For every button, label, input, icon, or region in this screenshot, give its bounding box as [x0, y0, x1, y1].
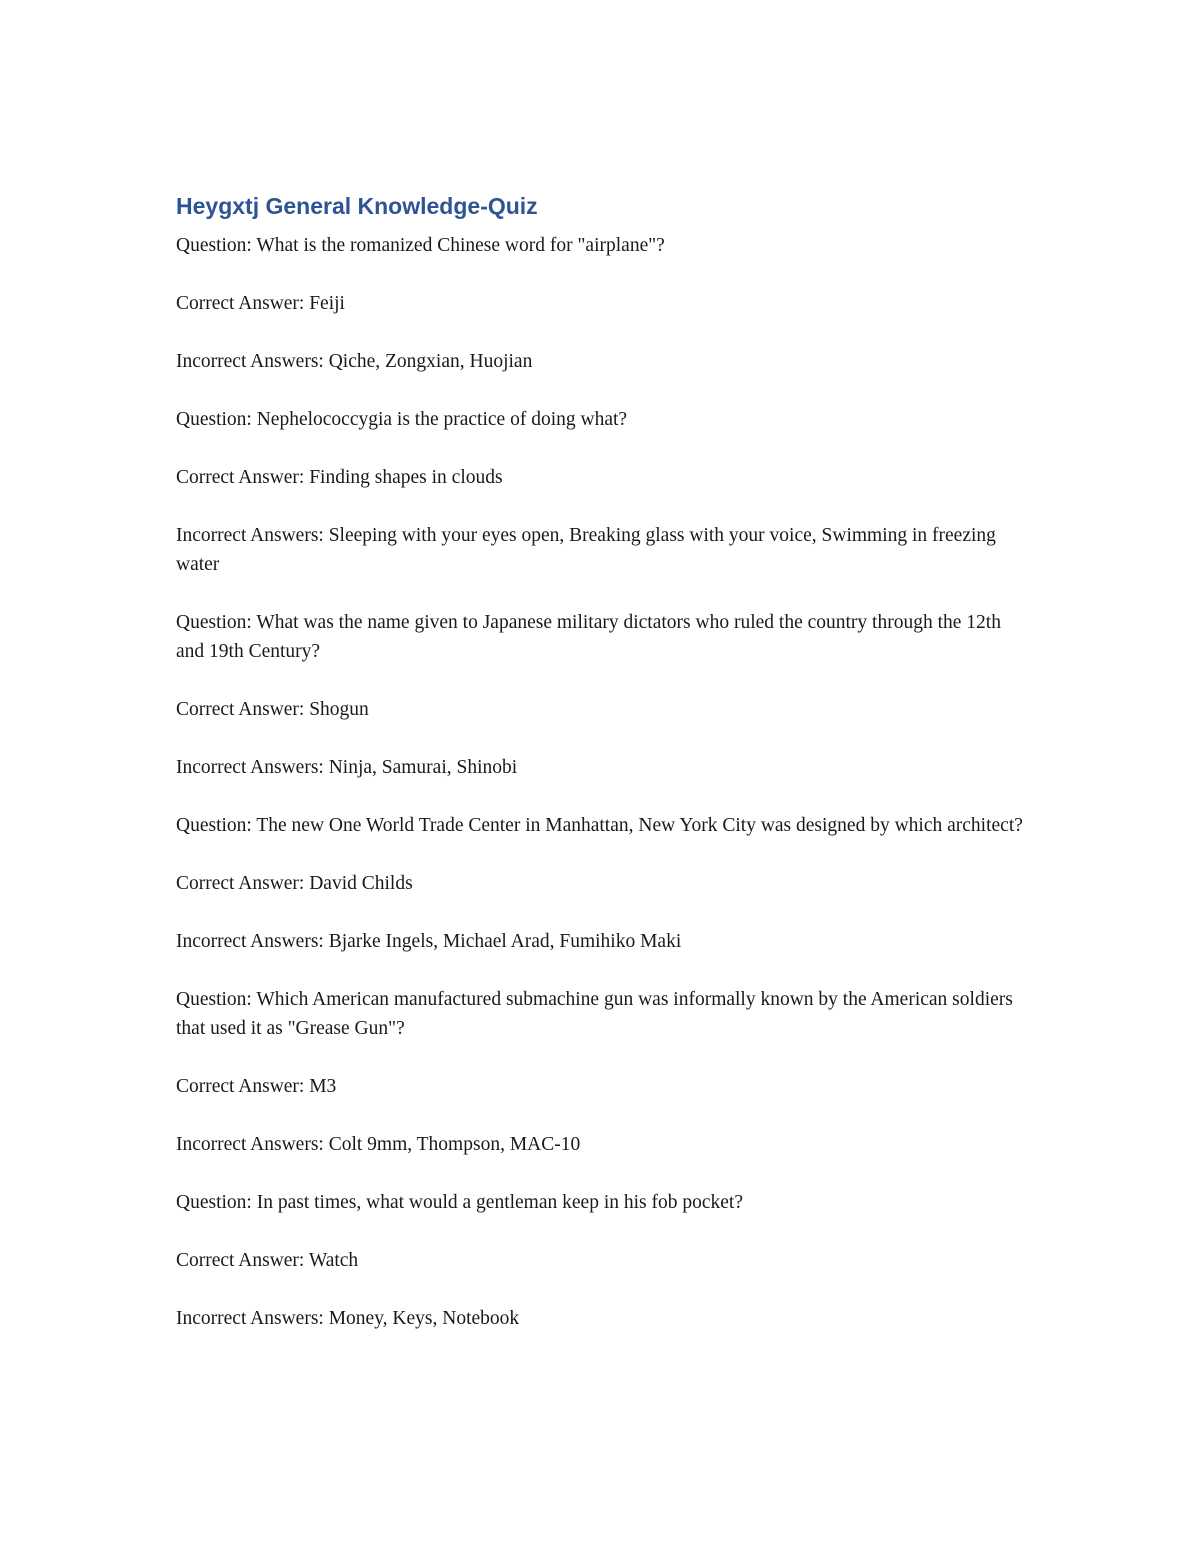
question-text: Question: What was the name given to Japanese military dictators who ruled the country through the 12th and 19th Century?	[176, 612, 1001, 662]
incorrect-answers-text: Incorrect Answers: Ninja, Samurai, Shinobi	[176, 757, 518, 778]
incorrect-answers-text: Incorrect Answers: Bjarke Ingels, Michael Arad, Fumihiko Maki	[176, 931, 682, 952]
correct-answer-text: Correct Answer: M3	[176, 1076, 337, 1097]
question-text: Question: The new One World Trade Center in Manhattan, New York City was designed by which architect?	[176, 815, 1023, 836]
question-text: Question: What is the romanized Chinese word for "airplane"?	[176, 235, 665, 256]
document-body	[176, 190, 1026, 1362]
document-title: Heygxtj General Knowledge-Quiz	[176, 193, 538, 219]
incorrect-answers-text: Incorrect Answers: Sleeping with your eyes open, Breaking glass with your voice, Swimming in freezing water	[176, 525, 996, 575]
correct-answer-text: Correct Answer: David Childs	[176, 873, 413, 894]
incorrect-answers-text: Incorrect Answers: Qiche, Zongxian, Huojian	[176, 351, 533, 372]
question-text: Question: In past times, what would a gentleman keep in his fob pocket?	[176, 1192, 743, 1213]
correct-answer-text: Correct Answer: Watch	[176, 1250, 359, 1271]
correct-answer-text: Correct Answer: Feiji	[176, 293, 345, 314]
incorrect-answers-text: Incorrect Answers: Money, Keys, Notebook	[176, 1308, 520, 1329]
incorrect-answers-text: Incorrect Answers: Colt 9mm, Thompson, MAC-10	[176, 1134, 581, 1155]
question-text: Question: Which American manufactured submachine gun was informally known by the American soldiers that used it as "Grease Gun"?	[176, 989, 1013, 1039]
correct-answer-text: Correct Answer: Finding shapes in clouds	[176, 467, 503, 488]
question-text: Question: Nephelococcygia is the practice of doing what?	[176, 409, 628, 430]
correct-answer-text: Correct Answer: Shogun	[176, 699, 369, 720]
